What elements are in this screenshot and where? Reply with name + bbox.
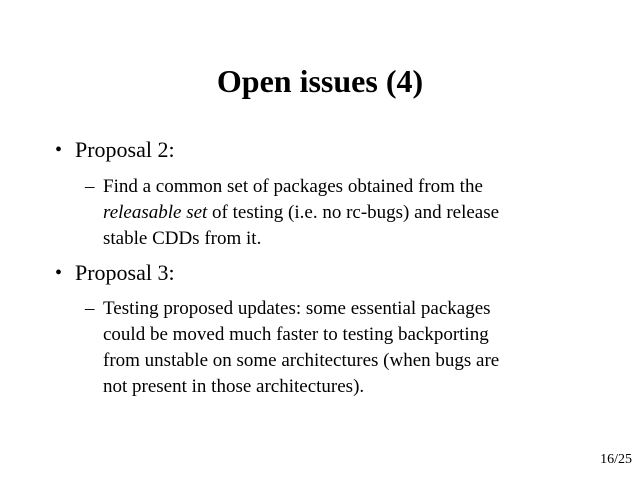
sub-item-text xyxy=(103,174,583,252)
dash-icon: – xyxy=(85,298,95,319)
sub-line: Testing proposed updates: some essential packages xyxy=(103,298,491,319)
sub-line: from unstable on some architectures (when bugs are xyxy=(103,350,500,371)
emphasis-text: releasable set xyxy=(103,202,208,223)
sub-line xyxy=(103,200,583,226)
sub-line: Find a common set of packages obtained from the xyxy=(103,176,483,197)
sub-line: stable CDDs from it. xyxy=(103,228,262,249)
sub-line-rest: of testing (i.e. no rc-bugs) and release xyxy=(207,202,500,223)
sub-line: could be moved much faster to testing backporting xyxy=(103,324,489,345)
dash-icon: – xyxy=(85,176,95,197)
bullet-label: Proposal 2: xyxy=(75,137,175,162)
bullet-icon: • xyxy=(55,262,63,284)
slide-title: Open issues (4) xyxy=(216,63,424,99)
sub-item-text xyxy=(103,296,583,400)
page-number: 16/25 xyxy=(600,452,632,467)
bullet-icon: • xyxy=(55,139,63,161)
bullet-label: Proposal 3: xyxy=(75,260,175,285)
sub-line: not present in those architectures). xyxy=(103,376,365,397)
